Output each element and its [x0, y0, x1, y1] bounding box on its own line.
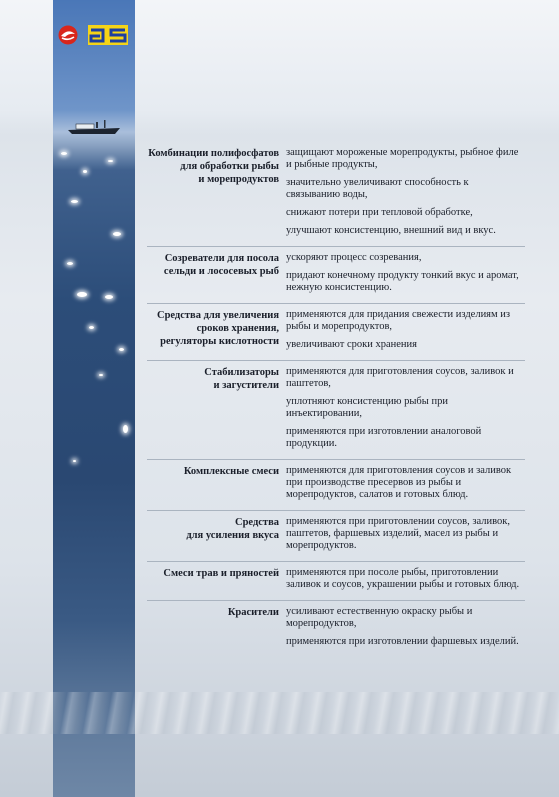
- section-item: применяются при изготовлении фаршевых изделий.: [286, 636, 519, 647]
- section-item: ускоряют процесс созревания,: [286, 252, 422, 263]
- section-colorants: [147, 601, 525, 657]
- section-item: усиливают естественную окраску рыбы и морепродуктов,: [286, 606, 473, 629]
- section-preservatives: [147, 304, 525, 361]
- section-stabilizers: [147, 361, 525, 460]
- section-item: применяются для приготовления соусов и заливок при производстве пресервов из рыбы и морепродуктов, салатов и готовых блюд.: [286, 465, 512, 500]
- section-item: применяются при изготовлении аналоговой продукции.: [286, 426, 482, 449]
- fish-pattern-band: [0, 692, 559, 734]
- section-complex-mixes: [147, 460, 525, 511]
- section-item: применяются при приготовлении соусов, заливок, паштетов, фаршевых изделий, масел из рыбы и морепродуктов.: [286, 516, 510, 551]
- section-polyphosphates: [147, 147, 525, 247]
- section-title: Средства для увеличения сроков хранения, регуляторы кислотности: [156, 310, 279, 347]
- section-item: применяются для придания свежести изделиям из рыбы и морепродуктов,: [286, 309, 511, 332]
- section-ripeners: [147, 247, 525, 304]
- section-title: Комбинации полифосфатов для обработки рыбы и морепродуктов: [148, 148, 279, 185]
- section-item: снижают потери при тепловой обработке,: [286, 207, 473, 218]
- additives-list: [147, 147, 525, 657]
- company-logo-icon: [57, 25, 79, 45]
- brand-logo-icon: [88, 25, 128, 45]
- section-flavor-enhancers: [147, 511, 525, 562]
- section-item: придают конечному продукту тонкий вкус и аромат, нежную консистенцию.: [286, 270, 519, 293]
- ship-icon: [66, 119, 122, 135]
- section-title: Средства для усиления вкуса: [186, 517, 279, 541]
- section-item: увеличивают сроки хранения: [286, 339, 417, 350]
- section-item: защищают мороженые морепродукты, рыбное филе и рыбные продукты,: [286, 147, 519, 170]
- section-item: применяются при посоле рыбы, приготовлении заливок и соусов, украшении рыбы и готовых блюд.: [286, 567, 520, 590]
- section-item: улучшают консистенцию, внешний вид и вкус.: [286, 225, 496, 236]
- section-title: Стабилизаторы и загустители: [204, 367, 279, 391]
- section-herbs-spices: [147, 562, 525, 601]
- section-title: Красители: [227, 607, 279, 618]
- section-item: применяются для приготовления соусов, заливок и паштетов,: [286, 366, 514, 389]
- section-title: Смеси трав и пряностей: [163, 568, 279, 579]
- section-item: значительно увеличивают способность к связыванию воды,: [286, 177, 469, 200]
- section-title: Созреватели для посола сельди и лососевых рыб: [163, 253, 279, 277]
- section-title: Комплексные смеси: [183, 466, 279, 477]
- section-item: уплотняют консистенцию рыбы при инъектировании,: [286, 396, 448, 419]
